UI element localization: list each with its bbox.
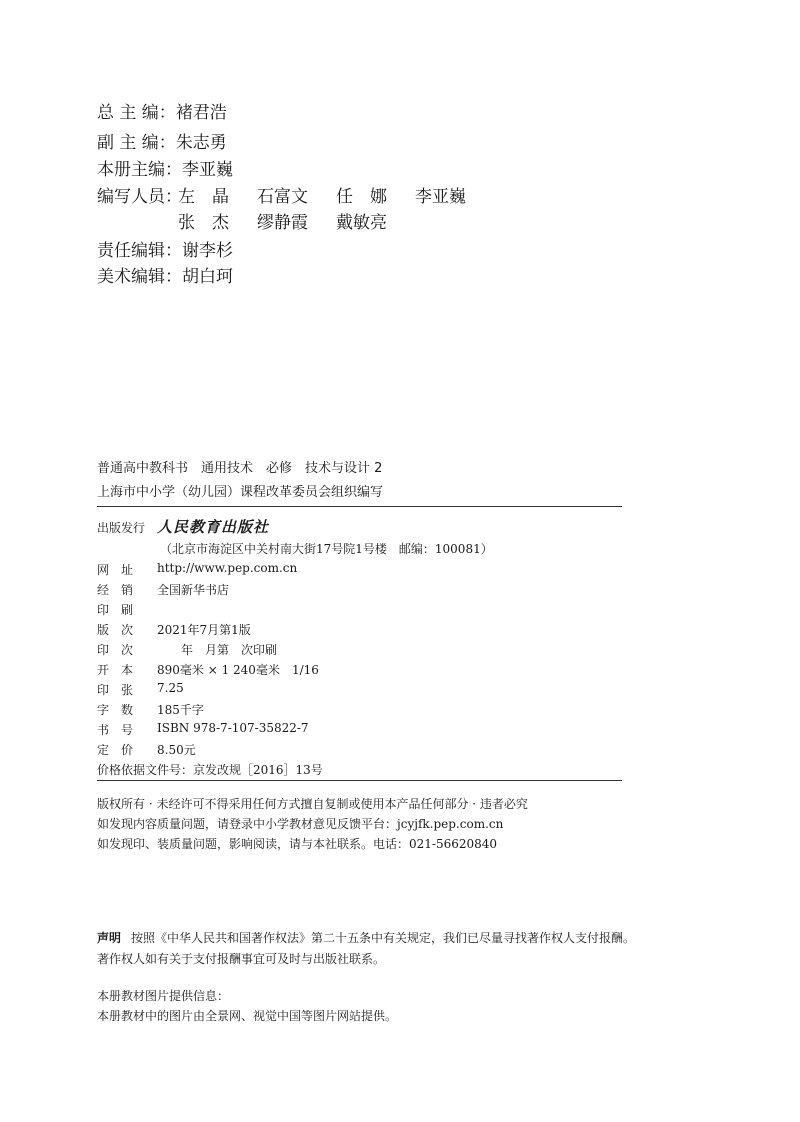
row-label: 网 址 (97, 563, 134, 577)
image-credits-body: 本册教材中的图片由全景网、视觉中国等图片网站提供。 (97, 1009, 398, 1023)
writer-name: 石富文 (257, 187, 308, 207)
row-label: 经 销 (97, 583, 134, 597)
chief-editor-label: 总 主 编： (97, 103, 176, 123)
row-value: 890毫米 × 1 240毫米 1/16 (157, 663, 319, 677)
divider (97, 506, 622, 507)
deputy-editor (97, 128, 227, 153)
row-value: 7.25 (157, 681, 184, 695)
statement-heading: 声明 (97, 931, 122, 945)
row-label: 字 数 (97, 703, 134, 717)
art-editor (97, 262, 233, 287)
print-feedback: 如发现印、装质量问题，影响阅读，请与本社联系。电话：021-56620840 (97, 837, 498, 851)
row-label: 印 次 (97, 643, 134, 657)
image-credits-title: 本册教材图片提供信息： (97, 989, 230, 1003)
volume-editor-name: 李亚巍 (182, 160, 233, 180)
row-label: 定 价 (97, 743, 134, 757)
row-label: 书 号 (97, 723, 134, 737)
row-value: ISBN 978-7-107-35822-7 (157, 721, 309, 735)
publisher-logo: 人民教育出版社 (157, 518, 270, 536)
deputy-editor-label: 副 主 编： (97, 133, 176, 153)
row-value: 185千字 (157, 703, 204, 717)
series-title: 普通高中教科书 通用技术 必修 技术与设计 2 (97, 461, 383, 476)
writer-name: 左 晶 (178, 187, 229, 207)
art-editor-label: 美术编辑： (97, 267, 182, 287)
divider (97, 780, 622, 781)
row-value: 年 月第 次印刷 (157, 643, 278, 657)
row-value: 8.50元 (157, 743, 196, 757)
writer-name: 任 娜 (336, 187, 387, 207)
publisher-label: 出版发行 (97, 521, 146, 535)
chief-editor (97, 98, 227, 123)
compiler: 上海市中小学（幼儿园）课程改革委员会组织编写 (97, 485, 384, 500)
writer-name: 张 杰 (178, 213, 229, 233)
responsible-editor (97, 236, 233, 261)
publisher-address: （北京市海淀区中关村南大街17号院1号楼 邮编：100081） (160, 542, 493, 556)
volume-editor (97, 155, 233, 180)
writer-name: 李亚巍 (415, 187, 466, 207)
responsible-editor-name: 谢李杉 (182, 241, 233, 261)
row-label: 印 刷 (97, 603, 134, 617)
quality-feedback: 如发现内容质量问题，请登录中小学教材意见反馈平台：jcyjfk.pep.com.cn (97, 817, 504, 831)
row-value: 2021年7月第1版 (157, 623, 251, 637)
writers-label: 编写人员： (97, 187, 182, 207)
statement-line-2: 著作权人如有关于支付报酬事宜可及时与出版社联系。 (97, 952, 386, 966)
statement-line-1 (97, 929, 635, 946)
row-label: 印 张 (97, 683, 134, 697)
row-label: 版 次 (97, 623, 134, 637)
writer-name: 戴敏亮 (336, 213, 387, 233)
writer-name: 缪静霞 (257, 213, 308, 233)
responsible-editor-label: 责任编辑： (97, 241, 182, 261)
row-value: 全国新华书店 (157, 583, 230, 597)
chief-editor-name: 褚君浩 (175, 103, 227, 123)
price-basis: 价格依据文件号：京发改规［2016］13号 (97, 763, 323, 777)
row-label: 开 本 (97, 663, 134, 677)
volume-editor-label: 本册主编： (97, 160, 182, 180)
art-editor-name: 胡白珂 (182, 267, 233, 287)
publishing-info (97, 518, 622, 777)
row-value: http://www.pep.com.cn (157, 561, 298, 575)
copyright-notice: 版权所有 · 未经许可不得采用任何方式擅自复制或使用本产品任何部分 · 违者必究 (97, 797, 528, 811)
deputy-editor-name: 朱志勇 (175, 133, 227, 153)
statement-text-1: 按照《中华人民共和国著作权法》第二十五条中有关规定，我们已尽量寻找著作权人支付报酬。 (131, 931, 636, 945)
